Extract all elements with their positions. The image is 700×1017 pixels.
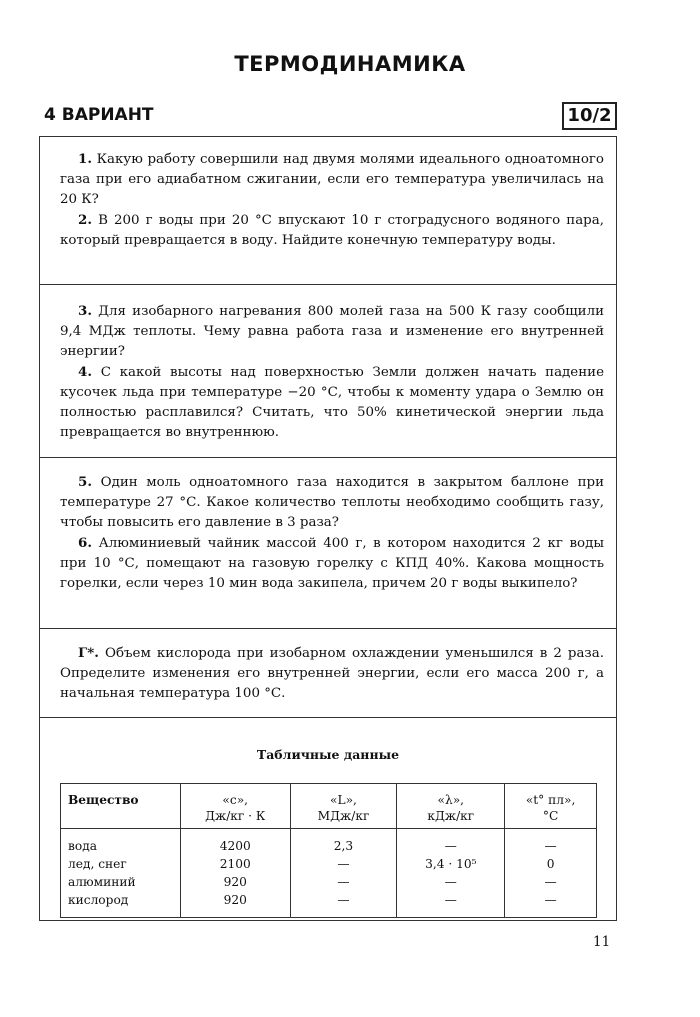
problem-number: 3. [78, 303, 92, 319]
cell-substance: кислород [61, 891, 181, 918]
cell-lambda: — [397, 829, 505, 856]
cell-L: — [290, 891, 397, 918]
header-line2: МДж/кг [317, 809, 370, 823]
cell-L: — [290, 855, 397, 873]
problem-5 [60, 472, 604, 533]
problem-number: Г*. [78, 645, 99, 661]
cell-lambda: — [397, 873, 505, 891]
problem-number: 5. [78, 474, 92, 490]
header-line2: кДж/кг [427, 809, 475, 823]
header-line1: «с», [222, 793, 249, 807]
cell-tm: — [505, 891, 597, 918]
cell-substance: вода [61, 829, 181, 856]
variant-code-box: 10/2 [562, 102, 617, 130]
header-substance [61, 784, 181, 829]
table-title: Табличные данные [256, 747, 400, 762]
cell-tm: — [505, 873, 597, 891]
header-line1: «λ», [437, 793, 465, 807]
page-title: ТЕРМОДИНАМИКА [234, 52, 466, 76]
problem-text: В 200 г воды при 20 °С впускают 10 г стоградусного водяного пара, который превращается в воду. Найдите конечную температуру воды. [60, 213, 604, 248]
cell-c: 2100 [180, 855, 290, 873]
header-melting-temp [505, 784, 597, 829]
cell-substance: лед, снег [61, 855, 181, 873]
problems-frame [39, 136, 617, 921]
cell-tm: 0 [505, 855, 597, 873]
variant-label: 4 ВАРИАНТ [44, 105, 154, 125]
problem-number: 4. [78, 364, 92, 380]
table-header-row [61, 784, 597, 829]
cell-L: — [290, 873, 397, 891]
table-row [61, 829, 597, 856]
cell-c: 4200 [180, 829, 290, 856]
cell-tm: — [505, 829, 597, 856]
cell-lambda: 3,4 · 10⁵ [397, 855, 505, 873]
problem-section-4 [40, 629, 616, 718]
header-L [290, 784, 397, 829]
cell-c: 920 [180, 873, 290, 891]
problem-1 [60, 149, 604, 210]
header-line2: °С [542, 809, 559, 823]
problem-g [60, 643, 604, 704]
problem-3 [60, 301, 604, 362]
header-line2: Дж/кг · К [205, 809, 266, 823]
cell-substance: алюминий [61, 873, 181, 891]
problem-text: Какую работу совершили над двумя молями идеального одноатомного газа при его адиабатном сжигании, если его температура увеличилась на 20 К? [60, 152, 604, 207]
table-row [61, 891, 597, 918]
reference-table [60, 783, 597, 918]
problem-number: 6. [78, 535, 92, 551]
problem-section-3 [40, 458, 616, 629]
cell-lambda: — [397, 891, 505, 918]
table-row [61, 855, 597, 873]
header-line1: «t° пл», [525, 793, 576, 807]
header-lambda [397, 784, 505, 829]
problem-6 [60, 533, 604, 594]
problem-number: 2. [78, 212, 92, 228]
problem-text: Для изобарного нагревания 800 молей газа на 500 К газу сообщили 9,4 МДж теплоты. Чему равна работа газа и изменение его внутренней энергии? [60, 304, 605, 359]
problem-text: Объем кислорода при изобарном охлаждении уменьшился в 2 раза. Определите изменения его внутренней энергии, если его масса 200 г, а начальная температура 100 °С. [60, 646, 604, 701]
cell-L: 2,3 [290, 829, 397, 856]
table-row [61, 873, 597, 891]
problem-4 [60, 362, 604, 443]
problem-text: Один моль одноатомного газа находится в закрытом баллоне при температуре 27 °С. Какое количество теплоты необходимо сообщить газу, чтобы повысить его давление в 3 раза? [60, 475, 604, 530]
cell-c: 920 [180, 891, 290, 918]
problem-text: Алюминиевый чайник массой 400 г, в котором находится 2 кг воды при 10 °С, помещают на газовую горелку с КПД 40%. Какова мощность горелки, если через 10 мин вода закипела, причем 20 г воды выкипело? [60, 536, 604, 591]
problem-number: 1. [78, 151, 92, 167]
header-line1: «L», [330, 793, 357, 807]
problem-2 [60, 210, 604, 251]
problem-text: С какой высоты над поверхностью Земли должен начать падение кусочек льда при температуре −20 °С, чтобы к моменту удара о Землю он полностью расплавился? Считать, что 50% кинетической энергии льда превращается во внутреннюю. [60, 365, 604, 440]
page-number: 11 [593, 934, 611, 950]
header-line1: Вещество [68, 793, 139, 807]
header-c [180, 784, 290, 829]
problem-section-1 [40, 137, 616, 285]
problem-section-2 [40, 285, 616, 458]
